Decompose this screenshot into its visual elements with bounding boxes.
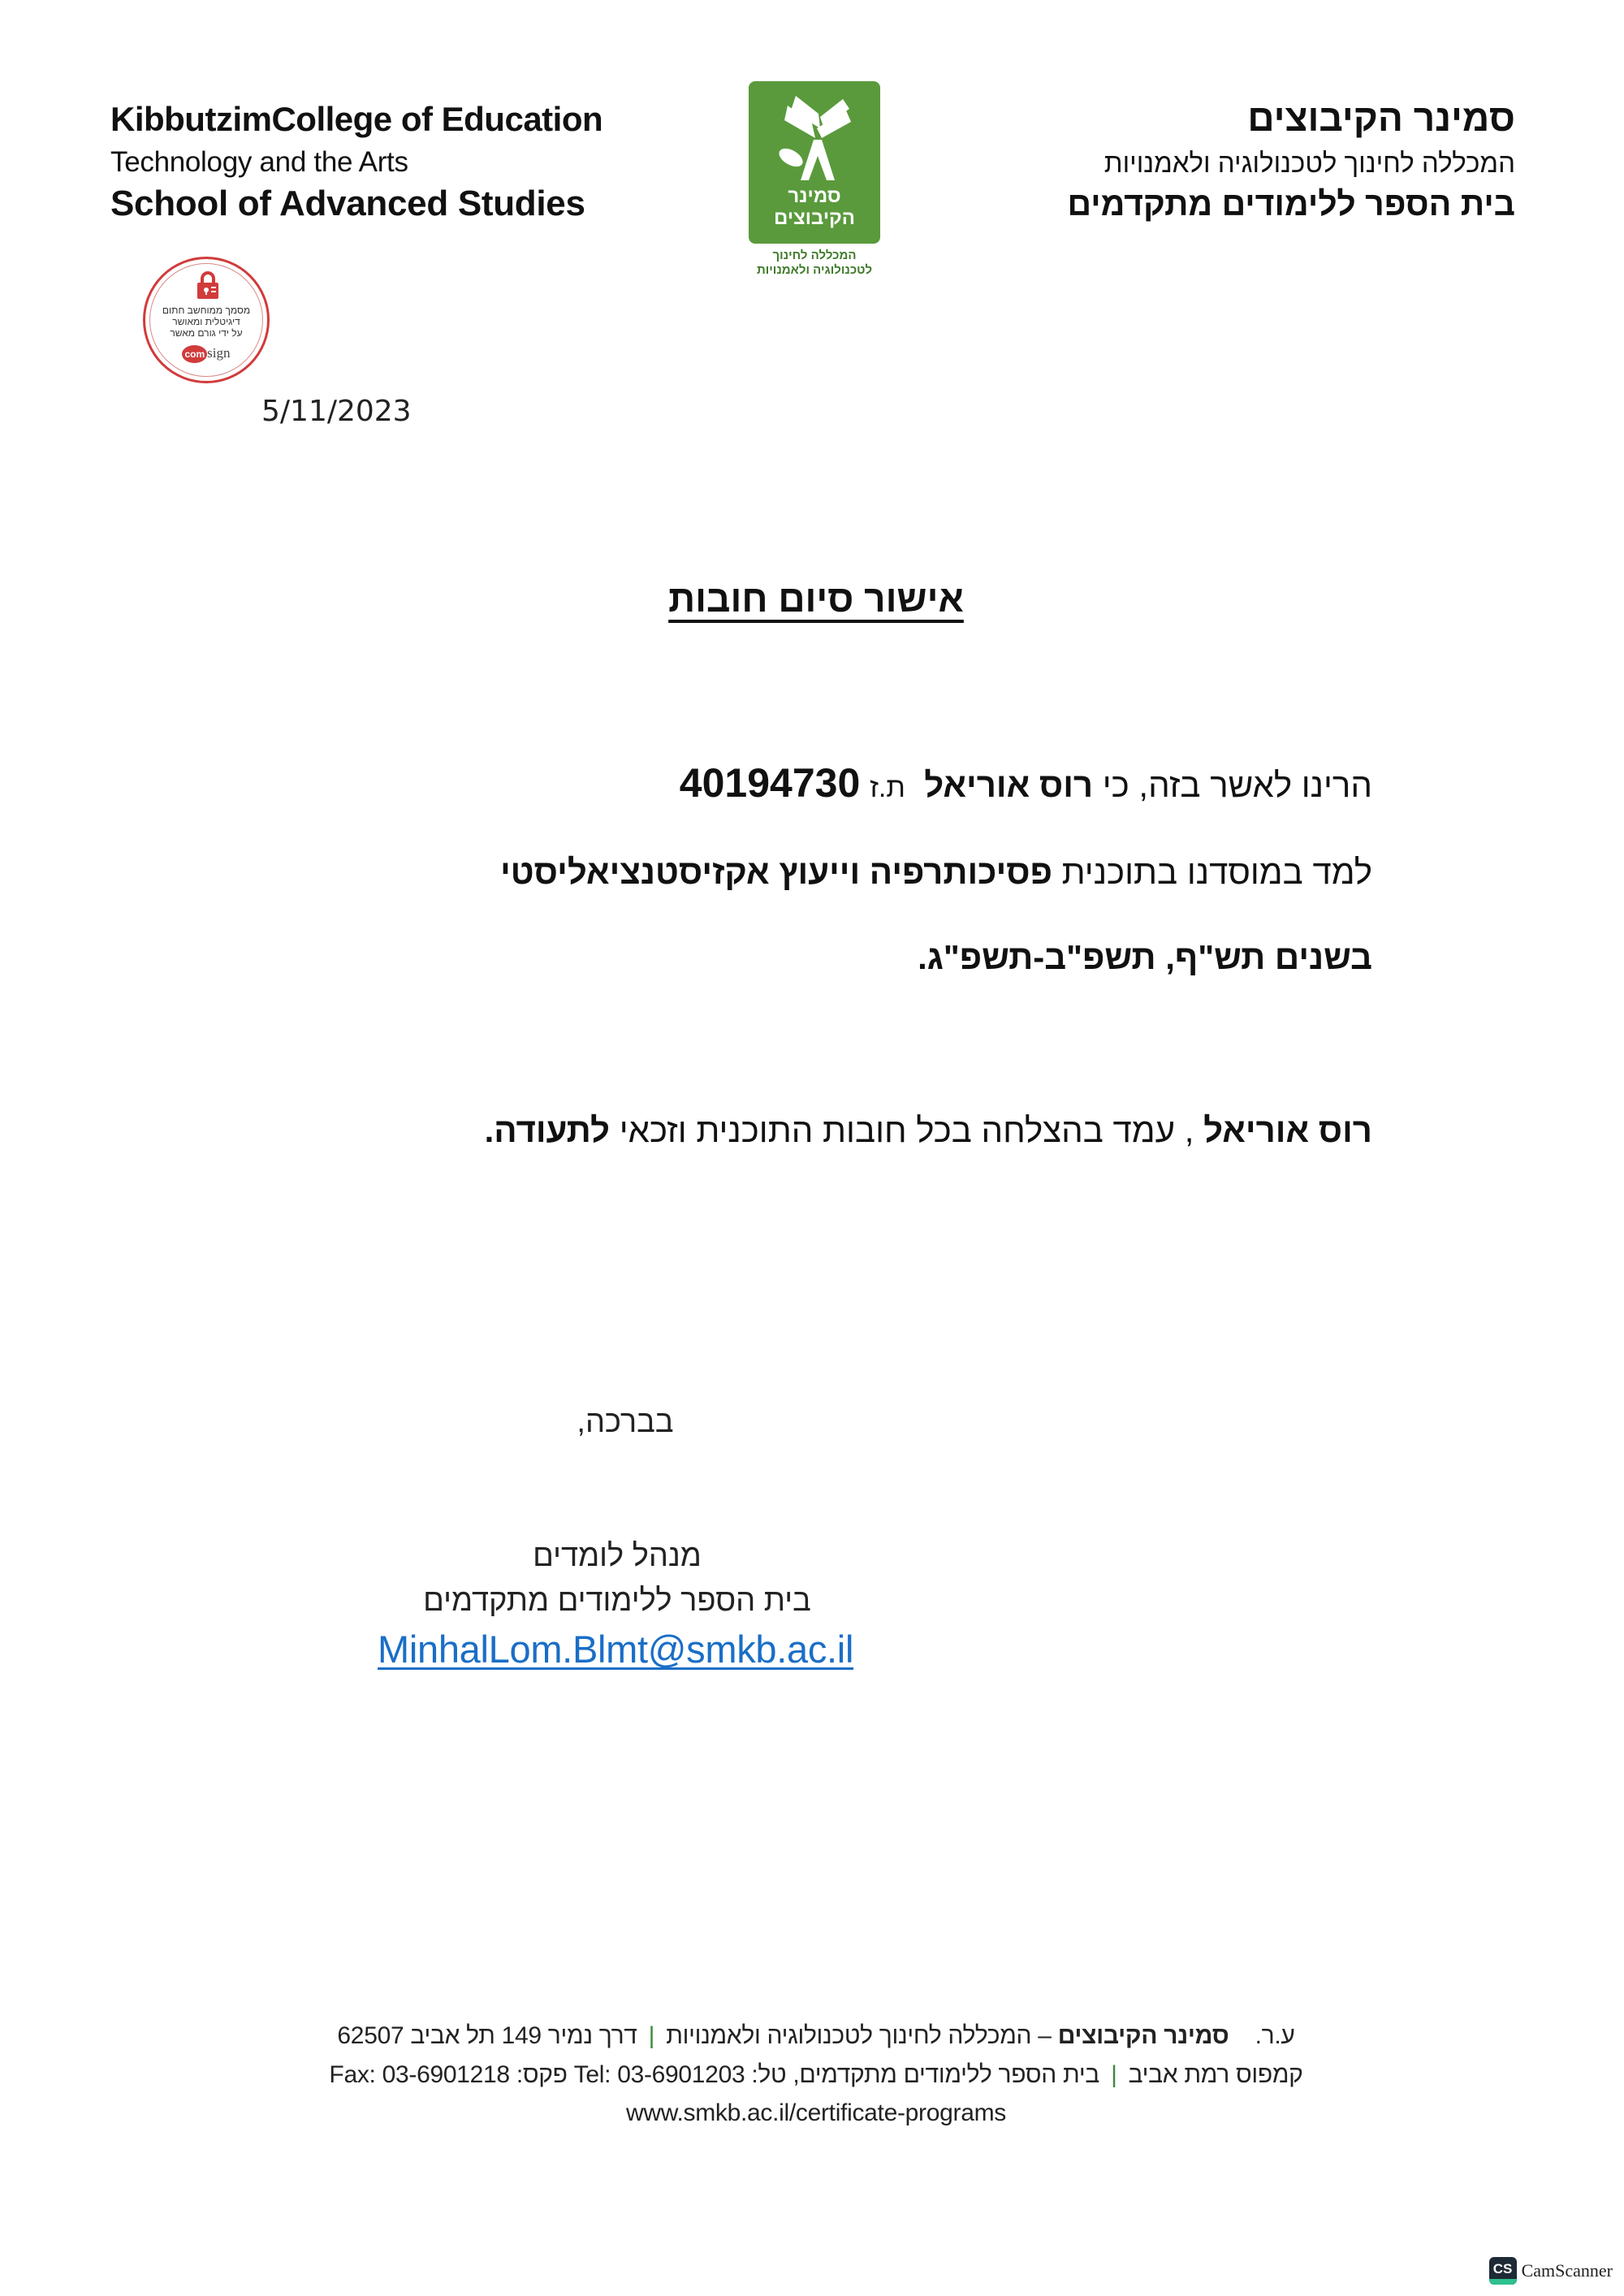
footer-street-address: דרך נמיר 149 תל אביב 62507	[337, 2022, 637, 2049]
logo-name-line2: הקיבוצים	[774, 207, 855, 229]
id-label: ת.ז	[869, 772, 905, 803]
footer-org-name: סמינר הקיבוצים	[1057, 2022, 1229, 2049]
body-line-4	[485, 1111, 1372, 1150]
logo-name	[749, 185, 880, 229]
logo-name-line1: סמינר	[788, 185, 841, 207]
program-name: פסיכותרפיה וייעוץ אקזיסטנציאליסטי	[500, 853, 1052, 891]
camscanner-logo-icon: CS	[1489, 2257, 1517, 2285]
document-date: 5/11/2023	[261, 395, 412, 428]
footer-phone-fax: בית הספר ללימודים מתקדמים, טל: 03-6901203 :Tel פקס: 03-6901218 :Fax	[329, 2061, 1100, 2088]
footer-website[interactable]: www.smkb.ac.il/certificate-programs	[626, 2099, 1006, 2126]
seal-text-line2: דיגיטלית ומאושר	[172, 316, 240, 327]
signer-role: מנהל לומדים	[533, 1539, 702, 1573]
footer-org-desc: – המכללה לחינוך לטכנולוגיה ולאמנויות	[666, 2022, 1052, 2049]
comsign-prefix: com	[182, 345, 207, 363]
footer-separator: |	[1111, 2061, 1117, 2088]
english-letterhead	[110, 102, 603, 222]
document-title-text: אישור סיום חובות	[668, 577, 964, 620]
college-name-en: KibbutzimCollege of Education	[110, 100, 603, 138]
footer-contact	[329, 2061, 1302, 2088]
document-title	[0, 577, 1624, 620]
school-name-en: School of Advanced Studies	[110, 184, 585, 223]
logo-caption-line1: המכללה לחינוך	[772, 249, 857, 262]
contact-email-link[interactable]: MinhalLom.Blmt@smkb.ac.il	[378, 1628, 854, 1671]
comsign-logo	[145, 345, 267, 363]
footer-address	[337, 2022, 1294, 2049]
footer-line-2	[0, 2061, 1624, 2089]
program-intro-text: למד במוסדנו בתוכנית	[1061, 853, 1372, 891]
student-name-repeat: רוס אוריאל	[1203, 1111, 1372, 1149]
college-name-he: סמינר הקיבוצים	[1247, 97, 1515, 139]
hebrew-letterhead	[1068, 99, 1515, 221]
signer-department: בית הספר ללימודים מתקדמים	[423, 1584, 811, 1618]
camscanner-watermark	[1489, 2257, 1613, 2285]
logo-green-box	[749, 81, 880, 244]
seal-text	[145, 305, 267, 339]
school-name-he: בית הספר ללימודים מתקדמים	[1067, 185, 1515, 223]
logo-caption-line2: לטכנולוגיה ולאמנויות	[756, 263, 873, 277]
college-subtitle-he: המכללה לחינוך לטכנולוגיה ולאמנויות	[1104, 148, 1515, 178]
seal-text-line3: על ידי גורם מאשר	[170, 327, 243, 339]
logo-caption	[749, 249, 880, 278]
college-subtitle-en: Technology and the Arts	[110, 146, 408, 178]
certificate-eligibility: לתעודה.	[484, 1111, 611, 1149]
footer-campus: קמפוס רמת אביב	[1128, 2061, 1303, 2088]
id-number: 40194730	[679, 760, 861, 806]
comsign-suffix: sign	[207, 345, 231, 361]
body-intro-text: הרינו לאשר בזה, כי	[1102, 766, 1372, 804]
camscanner-text: CamScanner	[1521, 2260, 1613, 2281]
footer-reg-prefix: ע.ר.	[1255, 2022, 1295, 2049]
closing-greeting: בברכה,	[577, 1405, 674, 1439]
study-years: בשנים תש"ף, תשפ"ב-תשפ"ג.	[918, 938, 1372, 976]
footer-separator: |	[648, 2022, 655, 2049]
lock-icon	[196, 270, 220, 300]
college-logo	[749, 81, 880, 278]
body-line-2	[500, 853, 1372, 892]
student-name: רוס אוריאל	[924, 766, 1094, 804]
body-line-1	[680, 759, 1372, 806]
completion-text: , עמד בהצלחה בכל חובות התוכנית וזכאי	[619, 1111, 1194, 1149]
digital-signature-seal	[143, 257, 270, 383]
seal-text-line1: מסמך ממוחשב חתום	[162, 305, 251, 316]
footer-line-1	[0, 2022, 1624, 2050]
